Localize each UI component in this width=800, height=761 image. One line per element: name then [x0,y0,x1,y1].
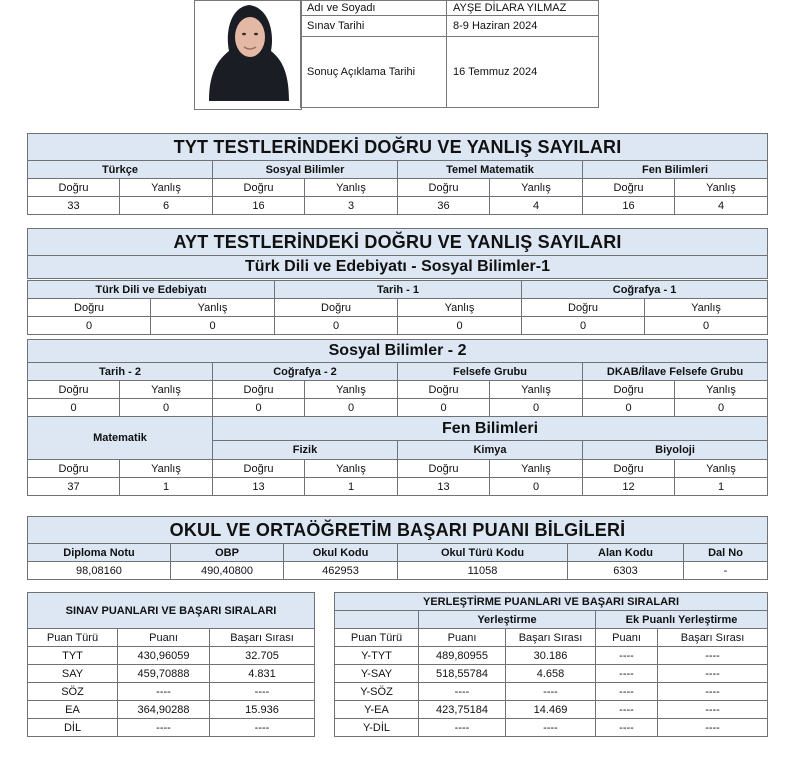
placement-extra-value: ---- [596,647,658,665]
tyt-title: TYT TESTLERİNDEKİ DOĞRU VE YANLIŞ SAYILARI [28,134,768,161]
ayt-dogru-value: 0 [398,399,490,417]
ayt-dogru-value: 13 [398,478,490,496]
result-date-value: 16 Temmuz 2024 [447,37,599,108]
score-rank: 32.705 [210,647,315,665]
tyt-yanlis-value: 4 [675,197,768,215]
obp-value: 98,08160 [28,562,171,580]
yanlis-header: Yanlış [120,381,213,399]
result-date-label: Sonuç Açıklama Tarihi [301,37,447,108]
placement-extra-rank: ---- [658,719,768,737]
dogru-header: Doğru [275,299,398,317]
placement-value: 518,55784 [419,665,506,683]
placement-table [334,592,768,737]
placement-title: YERLEŞTİRME PUANLARI VE BAŞARI SIRALARI [335,593,768,611]
yanlis-header: Yanlış [490,460,583,478]
score-type: SAY [28,665,118,683]
yanlis-header: Yanlış [645,299,768,317]
ayt-yanlis-value: 0 [151,317,275,335]
info-table [300,0,599,108]
placement-type: Y-EA [335,701,419,719]
tyt-yanlis-value: 3 [305,197,398,215]
scores-title: SINAV PUANLARI VE BAŞARI SIRALARI [28,593,315,629]
ayt-section-name: Kimya [398,441,583,460]
placement-rank: 14.469 [506,701,596,719]
tyt-section-name: Türkçe [28,161,213,179]
ayt-dogru-value: 12 [583,478,675,496]
yanlis-header: Yanlış [151,299,275,317]
score-rank: 4.831 [210,665,315,683]
placement-extra-value: ---- [596,719,658,737]
dogru-header: Doğru [28,460,120,478]
ayt-yanlis-value: 0 [490,478,583,496]
score-value: 364,90288 [118,701,210,719]
yanlis-header: Yanlış [305,460,398,478]
yanlis-header: Yanlış [305,179,398,197]
obp-value: 11058 [398,562,568,580]
dogru-header: Doğru [213,381,305,399]
ayt-section-name: Felsefe Grubu [398,363,583,381]
score-rank: ---- [210,683,315,701]
ayt-math-name: Matematik [28,417,213,460]
name-label: Adı ve Soyadı [301,1,447,16]
placement-header: Puanı [596,629,658,647]
obp-header: Dal No [684,544,768,562]
dogru-header: Doğru [583,381,675,399]
scores-header: Puanı [118,629,210,647]
placement-type: Y-SAY [335,665,419,683]
obp-value: 6303 [568,562,684,580]
score-value: ---- [118,719,210,737]
obp-header: Okul Kodu [284,544,398,562]
placement-value: ---- [419,683,506,701]
score-type: TYT [28,647,118,665]
ayt-group1-title: Türk Dili ve Edebiyatı - Sosyal Bilimler-1 [28,256,768,279]
yanlis-header: Yanlış [120,460,213,478]
name-value: AYŞE DİLARA YILMAZ [447,1,599,16]
placement-corner [335,611,419,629]
placement-rank: 30.186 [506,647,596,665]
score-type: SÖZ [28,683,118,701]
dogru-header: Doğru [213,460,305,478]
tyt-section-name: Fen Bilimleri [583,161,768,179]
yanlis-header: Yanlış [120,179,213,197]
ayt-dogru-value: 0 [583,399,675,417]
placement-rank: 4.658 [506,665,596,683]
tyt-section-name: Sosyal Bilimler [213,161,398,179]
placement-header: Başarı Sırası [658,629,768,647]
student-photo [194,0,302,110]
dogru-header: Doğru [28,299,151,317]
ayt-yanlis-value: 0 [675,399,768,417]
ayt-group2-table [27,339,768,496]
exam-date-label: Sınav Tarihi [301,16,447,37]
score-value: 430,96059 [118,647,210,665]
obp-value: 490,40800 [171,562,284,580]
placement-rank: ---- [506,719,596,737]
placement-extra-value: ---- [596,683,658,701]
ayt-group1-table [27,280,768,335]
dogru-header: Doğru [28,179,120,197]
ayt-math-dogru: 37 [28,478,120,496]
ayt-yanlis-value: 0 [398,317,522,335]
ayt-section-name: DKAB/İlave Felsefe Grubu [583,363,768,381]
ayt-title: AYT TESTLERİNDEKİ DOĞRU VE YANLIŞ SAYILARI [28,229,768,256]
placement-extra-rank: ---- [658,701,768,719]
score-rank: ---- [210,719,315,737]
dogru-header: Doğru [398,381,490,399]
dogru-header: Doğru [398,460,490,478]
yanlis-header: Yanlış [305,381,398,399]
ayt-yanlis-value: 0 [645,317,768,335]
dogru-header: Doğru [583,460,675,478]
placement-header: Başarı Sırası [506,629,596,647]
placement-value: 423,75184 [419,701,506,719]
ayt-math-yanlis: 1 [120,478,213,496]
yanlis-header: Yanlış [490,381,583,399]
score-rank: 15.936 [210,701,315,719]
yanlis-header: Yanlış [675,381,768,399]
placement-header: Puan Türü [335,629,419,647]
obp-header: Alan Kodu [568,544,684,562]
placement-sub2: Ek Puanlı Yerleştirme [596,611,768,629]
ayt-section-name: Türk Dili ve Edebiyatı [28,281,275,299]
obp-header: Okul Türü Kodu [398,544,568,562]
yanlis-header: Yanlış [675,460,768,478]
placement-extra-rank: ---- [658,665,768,683]
score-value: ---- [118,683,210,701]
tyt-table [27,133,768,215]
obp-header: Diploma Notu [28,544,171,562]
placement-sub1: Yerleştirme [419,611,596,629]
tyt-dogru-value: 16 [583,197,675,215]
dogru-header: Doğru [583,179,675,197]
student-photo-image [195,1,301,109]
ayt-dogru-value: 0 [213,399,305,417]
score-type: EA [28,701,118,719]
ayt-table [27,228,768,279]
ayt-yanlis-value: 1 [675,478,768,496]
placement-value: 489,80955 [419,647,506,665]
ayt-section-name: Fizik [213,441,398,460]
score-value: 459,70888 [118,665,210,683]
ayt-fen-title: Fen Bilimleri [213,417,768,441]
exam-date-value: 8-9 Haziran 2024 [447,16,599,37]
dogru-header: Doğru [28,381,120,399]
score-type: DİL [28,719,118,737]
placement-type: Y-TYT [335,647,419,665]
placement-extra-value: ---- [596,665,658,683]
obp-value: 462953 [284,562,398,580]
ayt-section-name: Coğrafya - 1 [522,281,768,299]
ayt-group2-title: Sosyal Bilimler - 2 [28,340,768,363]
placement-header: Puanı [419,629,506,647]
ayt-dogru-value: 0 [522,317,645,335]
dogru-header: Doğru [398,179,490,197]
tyt-yanlis-value: 6 [120,197,213,215]
yanlis-header: Yanlış [490,179,583,197]
ayt-yanlis-value: 0 [305,399,398,417]
obp-table [27,516,768,580]
yanlis-header: Yanlış [675,179,768,197]
tyt-section-name: Temel Matematik [398,161,583,179]
ayt-section-name: Tarih - 1 [275,281,522,299]
scores-header: Puan Türü [28,629,118,647]
placement-rank: ---- [506,683,596,701]
tyt-dogru-value: 16 [213,197,305,215]
placement-type: Y-SÖZ [335,683,419,701]
ayt-dogru-value: 0 [28,317,151,335]
placement-extra-rank: ---- [658,647,768,665]
obp-header: OBP [171,544,284,562]
ayt-dogru-value: 13 [213,478,305,496]
ayt-section-name: Tarih - 2 [28,363,213,381]
ayt-dogru-value: 0 [28,399,120,417]
placement-extra-value: ---- [596,701,658,719]
obp-title: OKUL VE ORTAÖĞRETİM BAŞARI PUANI BİLGİLERİ [28,517,768,544]
ayt-section-name: Biyoloji [583,441,768,460]
scores-header: Başarı Sırası [210,629,315,647]
dogru-header: Doğru [213,179,305,197]
tyt-dogru-value: 36 [398,197,490,215]
ayt-dogru-value: 0 [275,317,398,335]
scores-table [27,592,315,737]
ayt-yanlis-value: 0 [120,399,213,417]
yanlis-header: Yanlış [398,299,522,317]
placement-value: ---- [419,719,506,737]
ayt-yanlis-value: 0 [490,399,583,417]
placement-extra-rank: ---- [658,683,768,701]
ayt-section-name: Coğrafya - 2 [213,363,398,381]
obp-value: - [684,562,768,580]
tyt-dogru-value: 33 [28,197,120,215]
ayt-yanlis-value: 1 [305,478,398,496]
dogru-header: Doğru [522,299,645,317]
placement-type: Y-DİL [335,719,419,737]
tyt-yanlis-value: 4 [490,197,583,215]
